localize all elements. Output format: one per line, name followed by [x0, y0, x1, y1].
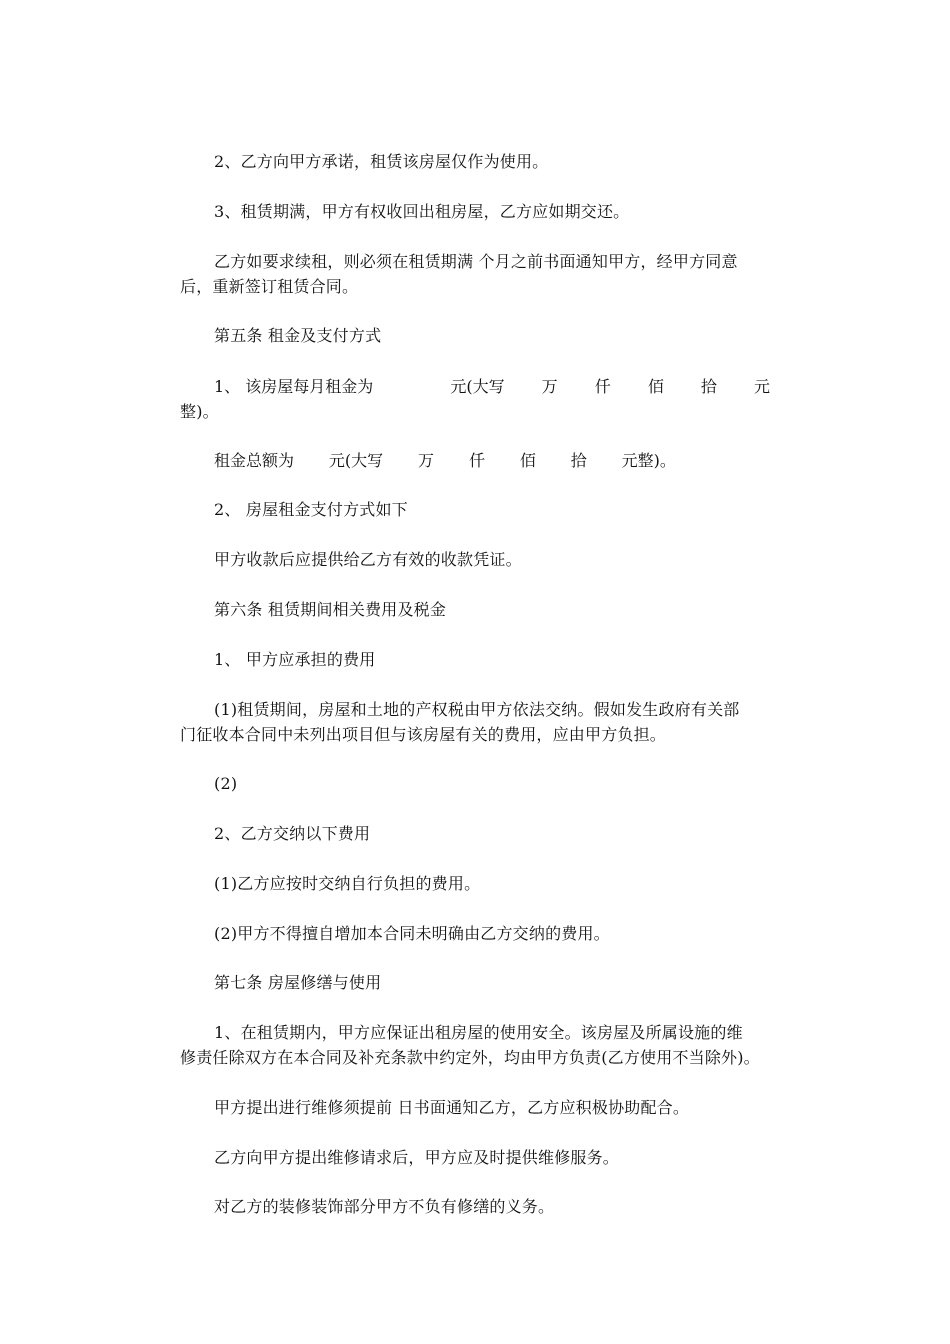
- total-rent-line: [214, 448, 676, 474]
- clause-4-item-2: 2、乙方向甲方承诺，租赁该房屋仅作为使用。: [214, 152, 549, 171]
- party-a-fee-2: (2): [214, 774, 238, 793]
- monthly-rent-line: [214, 374, 770, 400]
- payment-method: 2、 房屋租金支付方式如下: [214, 500, 408, 519]
- rent-label: 1、 该房屋每月租金为: [214, 377, 374, 396]
- party-b-fee-1: (1)乙方应按时交纳自行负担的费用。: [214, 874, 481, 893]
- article-6-heading: 第六条 租赁期间相关费用及税金: [214, 600, 447, 619]
- party-a-fee-1-line2: 门征收本合同中未列出项目但与该房屋有关的费用，应由甲方负担。: [180, 725, 667, 744]
- total-qian: 仟: [468, 451, 485, 470]
- repair-request: 乙方向甲方提出维修请求后，甲方应及时提供维修服务。: [214, 1148, 620, 1167]
- rent-bai: 佰: [647, 377, 664, 396]
- receipt-paragraph: 甲方收款后应提供给乙方有效的收款凭证。: [214, 550, 522, 569]
- total-shi: 拾: [570, 451, 587, 470]
- decoration-clause: 对乙方的装修装饰部分甲方不负有修缮的义务。: [214, 1197, 555, 1216]
- party-b-fee-2: (2)甲方不得擅自增加本合同未明确由乙方交纳的费用。: [214, 924, 610, 943]
- article-5-heading: 第五条 租金及支付方式: [214, 326, 382, 345]
- repair-notice: 甲方提出进行维修须提前 日书面通知乙方，乙方应积极协助配合。: [214, 1098, 690, 1117]
- total-yuan-end: 元整)。: [621, 451, 676, 470]
- monthly-rent-line2: 整)。: [180, 402, 219, 421]
- rent-shi: 拾: [700, 377, 717, 396]
- rent-qian: 仟: [594, 377, 611, 396]
- renewal-paragraph-line1: 乙方如要求续租，则必须在租赁期满 个月之前书面通知甲方，经甲方同意: [214, 252, 738, 271]
- repair-1-line1: 1、在租赁期内，甲方应保证出租房屋的使用安全。该房屋及所属设施的维: [214, 1023, 743, 1042]
- rent-wan: 万: [541, 377, 558, 396]
- total-yuan-daxie: 元(大写: [328, 451, 384, 470]
- clause-4-item-3: 3、租赁期满，甲方有权收回出租房屋，乙方应如期交还。: [214, 202, 630, 221]
- party-b-fees-heading: 2、乙方交纳以下费用: [214, 824, 371, 843]
- party-a-fee-1-line1: (1)租赁期间，房屋和土地的产权税由甲方依法交纳。假如发生政府有关部: [214, 700, 740, 719]
- party-a-fees-heading: 1、 甲方应承担的费用: [214, 650, 376, 669]
- repair-1-line2: 修责任除双方在本合同及补充条款中约定外，均由甲方负责(乙方使用不当除外)。: [180, 1048, 760, 1067]
- article-7-heading: 第七条 房屋修缮与使用: [214, 973, 382, 992]
- total-label: 租金总额为: [214, 451, 295, 470]
- renewal-paragraph-line2: 后，重新签订租赁合同。: [180, 277, 359, 296]
- total-bai: 佰: [519, 451, 536, 470]
- rent-yuan-daxie: 元(大写: [450, 377, 505, 396]
- total-wan: 万: [418, 451, 435, 470]
- rent-yuan: 元: [753, 377, 770, 396]
